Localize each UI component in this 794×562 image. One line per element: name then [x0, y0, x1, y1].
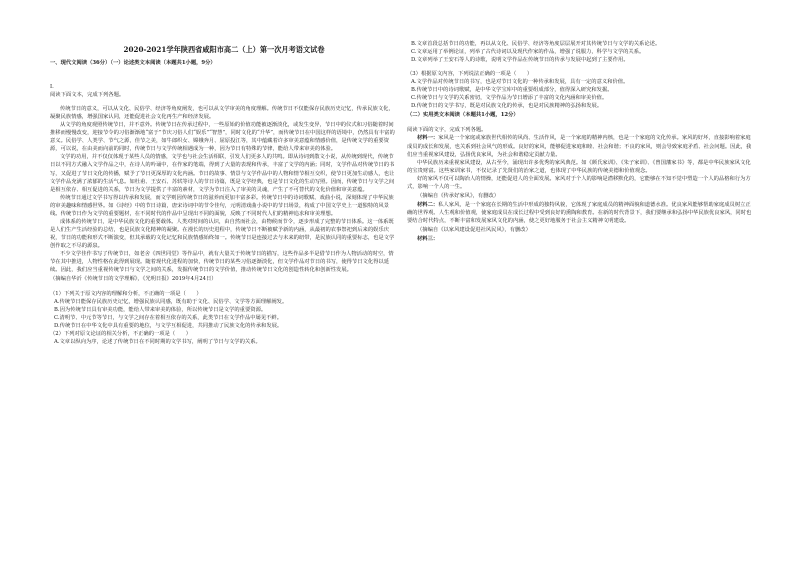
material-2-label: 材料二： — [417, 201, 439, 208]
question-option: A.传统节日能保存民族历史记忆，增强民族认同感，既有助于文化、民俗学、文学等方面理解阐发。 — [54, 299, 288, 306]
section-heading-2: （二）实用类文本阅读（本题共1小题，12分） — [407, 112, 519, 119]
question-option: C.清明节、中元节等节日，与文学之间存在着相互依存的关系，此类节日在文学作品中屡见不鲜。 — [54, 315, 283, 322]
passage-paragraph: 成体系的传统节日，是中华民族文化的重要载体。人类对时间的认识，由自然而社会，由物候而节令，逐步形成了完整的节日体系。这一体系既是人们生产生活经验的总结，也是民族文化精神的凝聚。在漫长的历史进程中，传统节日不断被赋予新的内涵，从最初的农事祭祀到后来的娱乐庆祝，节日的功能和形式不断演变，但其承载的文化记忆和民族情感始终如一。传统节日是连接过去与未来的纽带，是民族认同的重要标志，也是文学创作取之不尽的源泉。 — [50, 218, 395, 249]
question-option: C.文章运用了举例论证，列举了古代诗词以及现代作家的作品，增强了说服力，科学与文学的关系。 — [411, 49, 645, 56]
reading-intro-2: 阅读下面的文字，完成下列各题。 — [407, 127, 487, 134]
question-option: D.传统节日的文学书写，既是对民族文化的传承，也是对民族精神的弘扬和发展。 — [411, 103, 603, 110]
passage-source: （摘编自华沂《传统节日的文学理解》，《光明日报》2019年4月24日） — [50, 276, 217, 283]
material-paragraph: 中华民族历来重视家风建设，从古至今，涌现出许多优秀的家风典范。如《颜氏家训》、《朱子家训》、《曾国藩家书》等，都是中华民族家风文化的宝贵财富。这些家训家书，不仅记录了先贤们的治家之道，也体现了中华民族的传统美德和价值观念。 — [407, 159, 751, 174]
question-option: A.文章以纵向为序，论述了传统节日在不同时期的文学书写，阐明了节日与文学的关系。 — [54, 339, 261, 346]
material-source: （摘编自《传承好家风》，有删改） — [417, 192, 500, 199]
page-title: 2020-2021学年陕西省咸阳市高二（上）第一次月考语文试卷 — [123, 45, 325, 54]
question-1: （1）下列关于原文内容的理解和分析，不正确的一项是（ ） — [50, 291, 202, 298]
passage-paragraph: 从文学的角度观照传统节日，并不意外。传统节日在传承过程中，一些原始的价值功能被逐渐淡化，或发生变异，节日中的仪式和习俗随着时间推移而慢慢改变，迎接节令的习俗渐渐地“富于”节庆习俗人们“娱乐”“智慧”，同时文化的“升华”，而传统节日在中国这样的语境中，仍然具有丰富的意义。民俗学、人类学、节气之源，佳节之美，如牛郎织女、嫦娥奔月、屈原投江等，其中蕴藏着许多审美意蕴和情感价值，是传统文学的重要资源，可以说，在由美而向前的同时，传统节日与文学传统相遇成为一种，因为节日有特殊的节律，能给人带来审美的体验。 — [50, 122, 395, 153]
material-paragraph: 好的家风不仅可以陶冶人的情操，还能促进人的全面发展。家风对于个人的影响是潜移默化的，它能够在不知不觉中塑造一个人的品格和行为方式，影响一个人的一生。 — [407, 175, 751, 190]
material-paragraph: 私人家风，是一个家庭在长期的生活中形成的独特风貌，它体现了家庭成员的精神面貌和道德水准。优良家风能够帮助家庭成员树立正确的世界观、人生观和价值观，使家庭成员在成长过程中受到良好的熏陶和教育。在新的时代背景下，我们要继承和弘扬中华民族优良家风，同时也要结合时代特点，不断丰富和发展家风文化的内涵，使之更好地服务于社会主义精神文明建设。 — [407, 201, 752, 224]
reading-intro: 阅读下面文本，完成下列各题。 — [50, 92, 125, 99]
material-source: （摘编自《以家风建设促进社风民风》，有删改） — [417, 226, 531, 233]
question-option: B.文章首段总括节日的功能，再以从文化、民俗学、经济等角度层层展开对其传统节日与文学的关系论述。 — [411, 41, 661, 47]
left-column — [50, 30, 398, 347]
passage-paragraph: 不少文学佳作书写了传统节日，如老舍《四世同堂》等作品中，就有大量关于传统节日的描写，这些作品多半是借节日作为人物活动的时空，情节在其中推进，人物性格在此得到展现。随着现代化进程的加快，传统节日的某些习俗逐渐淡化，但文学作品对节日的书写，使得节日文化得以延续。因此，我们应当重视传统节日与文学之间的关系，发掘传统节日的文学价值，推动传统节日文化的创造性转化和创新性发展。 — [50, 250, 394, 274]
question-option: A.文学作品对传统节日的书写，也是对节日文化的一种传承和发展，具有一定的意义和价值。 — [411, 79, 629, 86]
passage-paragraph: 传统节日的意义，可以从文化、民俗学、经济等角度阐发，也可以从文学审美的角度理解。传统节日不仅能保存民族历史记忆，传承民族文化，凝聚民族情感，增强国家认同，还能促进社会文化再生产和经济发展。 — [50, 106, 394, 121]
section-heading-1: 一、现代文阅读（36分）（一）论述类文本阅读（本题共1小题，9分） — [50, 60, 216, 66]
question-option: D.传统节日在中华文化中具有重要的地位，与文学互相促进，共同推动了民族文化的传承和发展。 — [54, 323, 283, 330]
question-2: （2）下列对原文论证的相关分析，不正确的一项是（ ） — [50, 331, 192, 338]
material-1-label: 材料一： — [417, 135, 439, 142]
question-3: （3）根据原文内容，下列说法正确的一项是（ ） — [407, 71, 533, 78]
question-option: B.传统节日中的诗词歌赋，是中华文学宝库中的重要组成部分，值得深入研究和发掘。 — [411, 87, 613, 94]
passage-paragraph: 传统节日通过文学书写得以传承和发展，而文学则因传统节日的滋养而更加丰富多彩。传统节日中的诗词歌赋、戏曲小说，深刻体现了中华民族的审美趣味和情感世界。如《诗经》中的节日诗篇，唐宋诗词中的节令佳句，元明清戏曲小说中的节日场景，构成了中国文学史上一道独特的风景线。传统节日作为文学的重要题材，在不同时代的作品中呈现出不同的面貌，反映了不同时代人们的精神追求和审美理想。 — [50, 194, 394, 217]
right-column — [407, 40, 752, 243]
question-option: B.因为传统节日具有审美功能，能给人带来审美的体验，所以传统节日是文学的重要资源。 — [54, 307, 267, 314]
roman-numeral: I. — [50, 84, 54, 91]
material-paragraph: 家风是一个家庭或家族世代相传的风尚、生活作风，是一个家庭的精神内核，也是一个家庭的文化传承。家风的好坏，直接影响着家庭成员的成长和发展，也关系到社会风气的形成。良好的家风，能够促进家庭和睦、社会和谐；不良的家风，则会导致家庭矛盾、社会问题。因此，我们应当重视家风建设，弘扬优良家风，为社会和谐稳定贡献力量。 — [407, 135, 752, 158]
question-option: C.传统节日与文学的关系密切，文学作品为节日增添了丰富的文化内涵和审美价值。 — [411, 95, 608, 102]
material-3-label: 材料三： — [417, 236, 439, 243]
passage-paragraph: 文学的功用，并不仅仅体现于某些人员的情感，文学也与社会生活相联，引发人们更多人的共鸣。即从诗词到散文小说，从传统到现代，传统节日以不同方式融入文学作品之中，在诗人的吟诵中，在作家的笔端，得到了大量的表现和传承，丰富了文学的内涵；同时，文学作品对传统节日的书写，又促进了节日文化的传播，赋予了节日更深厚的文化内涵。节日的故事、情景与文学作品中的人物和情节相互交织，使节日更加生动感人，也让文学作品充满了浓郁的生活气息。如杜甫、王安石、苏轼等诗人的节日诗篇，既是文学经典，也是节日文化的生动写照。因而，传统节日与文学之间是相互依存、相互促进的关系，节日为文学提供了丰富的素材，文学为节日注入了审美的灵魂，产生了不可替代的文化价值和审美意蕴。 — [50, 154, 395, 193]
question-option: D.文章列举了王安石等人的诗歌，说明文学作品在传统节日的传承与发展中起到了主要作用。 — [411, 57, 629, 64]
